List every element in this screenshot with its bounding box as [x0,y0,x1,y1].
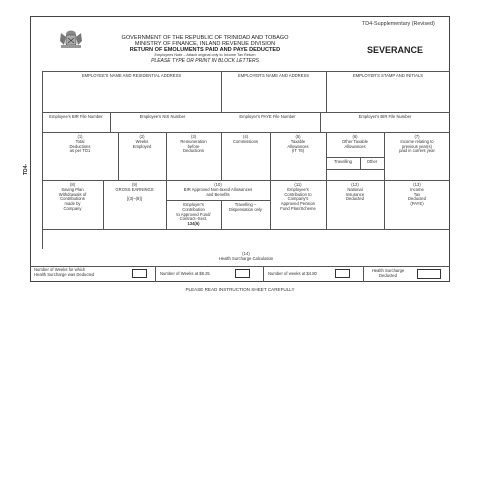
employee-nis-label: Employee's NIS Number [139,114,186,119]
coat-of-arms-icon [58,29,84,51]
severance-badge: SEVERANCE [367,45,424,55]
employee-bir-label: Employee's BIR File Number [49,114,103,119]
rule-row3-top [42,132,450,133]
col12-label: (12) National Insurance Deducted [345,182,365,202]
col13-label: (13) Income Tax Deducted (PAYE) [408,182,426,207]
col3-label: (3) Remuneration before Deductions [180,134,207,154]
rule-row5-top [42,229,450,230]
rule-footer-div1 [155,266,156,282]
header-line-4: Employees Note – Attach original only to Income Tax Return [154,53,256,57]
weeks-8-25-box[interactable] [235,269,250,278]
rule-row1-top [42,71,450,72]
employer-name-address-label: EMPLOYER'S NAME AND ADDRESS [237,73,310,78]
hs-deducted-box[interactable] [417,269,441,279]
weeks-8-25-label: Number of Weeks at $8.25 [160,271,210,276]
col10-employer-contribution-label: Employer's Contribution to Approved Fund/ Contract–Sect. 134(6) [176,202,211,227]
weeks-hs-deducted-box[interactable] [132,269,147,278]
col6-travelling-label: Travelling [334,159,352,164]
col9-label: (9) GROSS EARNINGS [(3)–(8)] [115,182,154,202]
col2-label: (2) Weeks Employed [132,134,152,149]
col7-label: (7) Income relating to previous year(s) paid in current year [399,134,435,154]
instruction-note: PLEASE READ INSTRUCTION SHEET CAREFULLY [185,287,295,292]
col5-label: (5) Taxable Allowances (IT 76) [287,134,309,154]
rule-c10-sub [166,200,270,201]
header-line-3: RETURN OF EMOLUMENTS PAID AND PAYE DEDUCTED [129,47,281,53]
employer-stamp-label: EMPLOYER'S STAMP AND INITIALS [353,73,423,78]
rule-c6-sub-bottom [326,169,384,170]
rule-footer-top [30,266,450,267]
col10-travelling-label: Travelling – Dispensation only [228,202,263,212]
rule-row2-top [42,112,450,113]
rule-footer-div2 [263,266,264,282]
rule-c6-sub-top [326,157,384,158]
employee-name-address-label: EMPLOYEE'S NAME AND RESIDENTIAL ADDRESS [81,73,182,78]
employer-bir-label: Employer's BIR File Number [358,114,412,119]
health-surcharge-calc-label: (14) Health Surcharge Calculation [218,251,274,261]
side-label: TD4- [23,163,29,175]
weeks-4-80-label: Number of weeks at $4.80 [268,271,317,276]
header-line-5: PLEASE TYPE OR PRINT IN BLOCK LETTERS [151,58,259,64]
weeks-4-80-box[interactable] [335,269,350,278]
col4-label: (4) Commissions [232,134,259,144]
header-line-2: MINISTRY OF FINANCE, INLAND REVENUE DIVISION [134,41,276,47]
col8-label: (8) Saving Plan Withdrawals of Contributions made by Company [58,182,87,211]
col1-label: (1) Total Deductions as per TD1 [69,134,91,154]
hs-deducted-label: Health Surcharge Deducted [371,268,405,278]
col11-label: (11) Employee's Contribution to Company's Approved Pension Fund Plan/Scheme [280,182,316,211]
employer-paye-label: Employer's PAYE File Number [239,114,296,119]
col6-other-label: Other [366,159,378,164]
col6-label: (6) Other Taxable Allowances [342,134,368,149]
col10-label: (10) BIR Approved Non-taxed Allowances and Benefits [183,182,253,197]
form-id: TD4-Supplementary (Revised) [362,21,435,27]
header-line-1: GOVERNMENT OF THE REPUBLIC OF TRINIDAD AND TOBAGO [121,35,289,41]
weeks-hs-deducted-label: Number of Weeks for which Health Surcharge was Deducted [34,267,95,277]
rule-left-strip [42,71,43,249]
